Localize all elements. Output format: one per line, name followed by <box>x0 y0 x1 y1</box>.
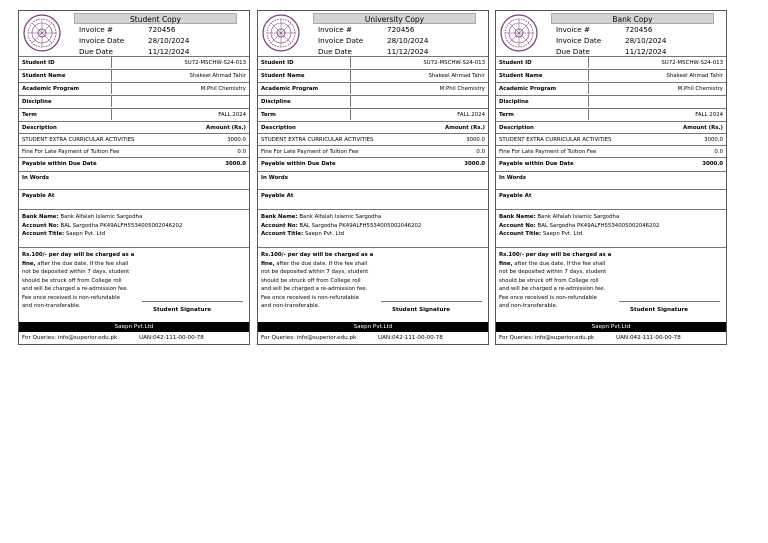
account-title-value: Saepn Pvt. Ltd <box>65 231 106 237</box>
fine-notice <box>258 247 488 321</box>
fine-notice-line: not be deposited within 7 days, student <box>22 269 130 275</box>
invoice-label: Invoice # <box>79 25 114 34</box>
discipline-label: Discipline <box>22 99 52 105</box>
payable-at-row <box>496 189 726 203</box>
fine-notice-line: Fee once received is non-refundable <box>499 294 597 301</box>
bank-name-label: Bank Name: <box>22 214 59 220</box>
fine-notice-line: not be deposited within 7 days, student <box>499 269 607 275</box>
in-words-label: In Words <box>261 175 288 181</box>
payable-at-label: Payable At <box>261 193 294 199</box>
program-label: Academic Program <box>261 86 319 92</box>
fee-item-row <box>19 133 249 145</box>
fine-notice-line: and non-transferable. <box>499 303 558 309</box>
signature-line <box>619 301 720 302</box>
program-row <box>19 82 249 94</box>
due-date-value: 11/12/2024 <box>148 47 190 56</box>
fine-notice-line: and will be charged a re-admission fee. <box>261 286 368 292</box>
fee-voucher <box>495 10 727 345</box>
queries-email: For Queries: info@superior.edu.pk <box>22 335 118 341</box>
student-id-value: SU72-MSCHW-S24-013 <box>661 60 723 66</box>
fee-item-description: STUDENT EXTRA CURRICULAR ACTIVITIES <box>499 137 612 143</box>
fine-notice-line: Fee once received is non-refundable <box>22 294 120 301</box>
payable-row <box>496 157 726 169</box>
student-id-label: Student ID <box>499 60 532 66</box>
fine-notice <box>19 247 249 321</box>
fine-item-row <box>258 145 488 157</box>
fine-notice-line: and non-transferable. <box>22 303 81 309</box>
fine-item-row <box>19 145 249 157</box>
fine-notice-text: after the due date. If the fee shall <box>514 260 606 267</box>
payable-at-row <box>19 189 249 203</box>
fee-voucher <box>257 10 489 345</box>
description-header-row <box>19 121 249 133</box>
fine-notice-bold: Rs.100/- per day will be charged as a fine, <box>22 252 135 267</box>
due-date-label: Due Date <box>79 47 113 56</box>
payable-at-label: Payable At <box>499 193 532 199</box>
student-id-row <box>19 56 249 68</box>
fine-notice-line: and will be charged a re-admission fee. <box>499 286 606 292</box>
discipline-row <box>258 95 488 107</box>
fee-item-amount: 3000.0 <box>227 137 246 143</box>
fine-notice <box>496 247 726 321</box>
uan-number: UAN:042-111-00-00-78 <box>378 335 443 341</box>
discipline-row <box>496 95 726 107</box>
fine-item-amount: 0.0 <box>476 149 485 155</box>
program-label: Academic Program <box>499 86 557 92</box>
program-label: Academic Program <box>22 86 80 92</box>
student-name-value: Shakeel Ahmad Tahir <box>428 73 485 79</box>
account-no-label: Account No: <box>22 222 59 229</box>
invoice-date-label: Invoice Date <box>79 36 125 45</box>
fine-notice-line: not be deposited within 7 days, student <box>261 269 369 275</box>
in-words-label: In Words <box>22 175 49 181</box>
due-date-value: 11/12/2024 <box>387 47 429 56</box>
fine-notice-line: should be struck off from College roll <box>22 277 122 284</box>
payable-label: Payable within Due Date <box>22 161 97 167</box>
fine-item-description: Fine For Late Payment of Tuition Fee <box>261 149 359 155</box>
account-title-value: Saepn Pvt. Ltd <box>542 231 583 237</box>
uan-number: UAN:042-111-00-00-78 <box>616 335 681 341</box>
bank-details <box>258 209 488 247</box>
fine-notice-bold: Rs.100/- per day will be charged as a fine, <box>261 252 374 267</box>
program-value: M.Phil Chemistry <box>439 86 485 92</box>
payable-value: 3000.0 <box>702 161 723 167</box>
fine-notice-text: after the due date. If the fee shall <box>276 260 368 267</box>
payable-row <box>19 157 249 169</box>
fee-voucher <box>18 10 250 345</box>
invoice-info <box>556 24 666 57</box>
in-words-label: In Words <box>499 175 526 181</box>
bank-details <box>496 209 726 247</box>
bank-name-label: Bank Name: <box>499 214 536 220</box>
invoice-date-label: Invoice Date <box>318 36 364 45</box>
student-id-row <box>496 56 726 68</box>
discipline-label: Discipline <box>261 99 291 105</box>
bank-name-value: Bank Alfalah Islamic Sargodha <box>537 214 620 220</box>
invoice-label: Invoice # <box>556 25 591 34</box>
invoice-value: 720456 <box>387 25 415 34</box>
uan-number: UAN:042-111-00-00-78 <box>139 335 204 341</box>
signature-label: Student Signature <box>392 307 451 313</box>
term-value: FALL 2024 <box>457 112 485 118</box>
invoice-info <box>79 24 189 57</box>
in-words-row <box>258 171 488 185</box>
student-name-row <box>496 69 726 81</box>
payable-value: 3000.0 <box>464 161 485 167</box>
payable-at-label: Payable At <box>22 193 55 199</box>
student-name-label: Student Name <box>499 73 543 79</box>
signature-label: Student Signature <box>153 307 212 313</box>
discipline-row <box>19 95 249 107</box>
payable-value: 3000.0 <box>225 161 246 167</box>
fee-item-description: STUDENT EXTRA CURRICULAR ACTIVITIES <box>22 137 135 143</box>
bank-name-value: Bank Alfalah Islamic Sargodha <box>60 214 143 220</box>
discipline-label: Discipline <box>499 99 529 105</box>
student-name-value: Shakeel Ahmad Tahir <box>666 73 723 79</box>
payable-label: Payable within Due Date <box>261 161 336 167</box>
invoice-date-value: 28/10/2024 <box>625 36 667 45</box>
invoice-value: 720456 <box>625 25 653 34</box>
due-date-label: Due Date <box>318 47 352 56</box>
account-title-label: Account Title: <box>261 231 304 237</box>
queries-row <box>19 333 249 344</box>
bank-name-label: Bank Name: <box>261 214 298 220</box>
university-logo-icon <box>22 13 62 53</box>
queries-row <box>258 333 488 344</box>
amount-header: Amount (Rs.) <box>445 125 485 131</box>
footer-bar: Saepn Pvt.Ltd <box>19 322 249 332</box>
fine-notice-line: should be struck off from College roll <box>499 277 599 284</box>
description-header: Description <box>261 125 296 131</box>
in-words-row <box>19 171 249 185</box>
program-row <box>496 82 726 94</box>
description-header-row <box>496 121 726 133</box>
account-no-value: BAL Sargodha PK49ALFH5534005002046202 <box>537 222 660 229</box>
program-row <box>258 82 488 94</box>
queries-row <box>496 333 726 344</box>
fee-item-description: STUDENT EXTRA CURRICULAR ACTIVITIES <box>261 137 374 143</box>
amount-header: Amount (Rs.) <box>683 125 723 131</box>
footer-bar: Saepn Pvt.Ltd <box>496 322 726 332</box>
account-no-value: BAL Sargodha PK49ALFH5534005002046202 <box>299 222 422 229</box>
term-row <box>496 108 726 120</box>
account-title-value: Saepn Pvt. Ltd <box>304 231 345 237</box>
description-header: Description <box>499 125 534 131</box>
invoice-date-value: 28/10/2024 <box>387 36 429 45</box>
term-value: FALL 2024 <box>218 112 246 118</box>
term-label: Term <box>261 112 276 118</box>
program-value: M.Phil Chemistry <box>677 86 723 92</box>
copy-title: Bank Copy <box>551 13 714 24</box>
fine-item-description: Fine For Late Payment of Tuition Fee <box>499 149 597 155</box>
amount-header: Amount (Rs.) <box>206 125 246 131</box>
payable-at-row <box>258 189 488 203</box>
student-name-label: Student Name <box>261 73 305 79</box>
fine-item-row <box>496 145 726 157</box>
program-value: M.Phil Chemistry <box>200 86 246 92</box>
description-header: Description <box>22 125 57 131</box>
account-no-label: Account No: <box>499 222 536 229</box>
student-id-value: SU72-MSCHW-S24-013 <box>423 60 485 66</box>
student-name-value: Shakeel Ahmad Tahir <box>189 73 246 79</box>
student-id-row <box>258 56 488 68</box>
fine-notice-line: should be struck off from College roll <box>261 277 361 284</box>
bank-details <box>19 209 249 247</box>
signature-label: Student Signature <box>630 307 689 313</box>
fine-item-amount: 0.0 <box>237 149 246 155</box>
invoice-label: Invoice # <box>318 25 353 34</box>
student-name-label: Student Name <box>22 73 66 79</box>
student-name-row <box>258 69 488 81</box>
fine-notice-text: after the due date. If the fee shall <box>37 260 129 267</box>
payable-label: Payable within Due Date <box>499 161 574 167</box>
fine-item-description: Fine For Late Payment of Tuition Fee <box>22 149 120 155</box>
term-label: Term <box>499 112 514 118</box>
fee-item-amount: 3000.0 <box>704 137 723 143</box>
fee-item-row <box>258 133 488 145</box>
account-title-label: Account Title: <box>499 231 542 237</box>
account-title-label: Account Title: <box>22 231 65 237</box>
invoice-info <box>318 24 428 57</box>
due-date-value: 11/12/2024 <box>625 47 667 56</box>
student-name-row <box>19 69 249 81</box>
description-header-row <box>258 121 488 133</box>
university-logo-icon <box>261 13 301 53</box>
fine-notice-bold: Rs.100/- per day will be charged as a fine, <box>499 252 612 267</box>
invoice-date-value: 28/10/2024 <box>148 36 190 45</box>
queries-email: For Queries: info@superior.edu.pk <box>261 335 357 341</box>
fee-item-row <box>496 133 726 145</box>
student-id-label: Student ID <box>261 60 294 66</box>
fine-notice-line: Fee once received is non-refundable <box>261 294 359 301</box>
term-row <box>19 108 249 120</box>
signature-line <box>142 301 243 302</box>
copy-title: University Copy <box>313 13 476 24</box>
student-id-label: Student ID <box>22 60 55 66</box>
bank-name-value: Bank Alfalah Islamic Sargodha <box>299 214 382 220</box>
copy-title: Student Copy <box>74 13 237 24</box>
account-no-label: Account No: <box>261 222 298 229</box>
term-label: Term <box>22 112 37 118</box>
fine-notice-line: and non-transferable. <box>261 303 320 309</box>
fee-item-amount: 3000.0 <box>466 137 485 143</box>
invoice-date-label: Invoice Date <box>556 36 602 45</box>
signature-line <box>381 301 482 302</box>
in-words-row <box>496 171 726 185</box>
university-logo-icon <box>499 13 539 53</box>
student-id-value: SU72-MSCHW-S24-013 <box>184 60 246 66</box>
queries-email: For Queries: info@superior.edu.pk <box>499 335 595 341</box>
term-value: FALL 2024 <box>695 112 723 118</box>
term-row <box>258 108 488 120</box>
account-no-value: BAL Sargodha PK49ALFH5534005002046202 <box>60 222 183 229</box>
footer-bar: Saepn Pvt.Ltd <box>258 322 488 332</box>
fine-notice-line: and will be charged a re-admission fee. <box>22 286 129 292</box>
invoice-value: 720456 <box>148 25 176 34</box>
fine-item-amount: 0.0 <box>714 149 723 155</box>
due-date-label: Due Date <box>556 47 590 56</box>
payable-row <box>258 157 488 169</box>
